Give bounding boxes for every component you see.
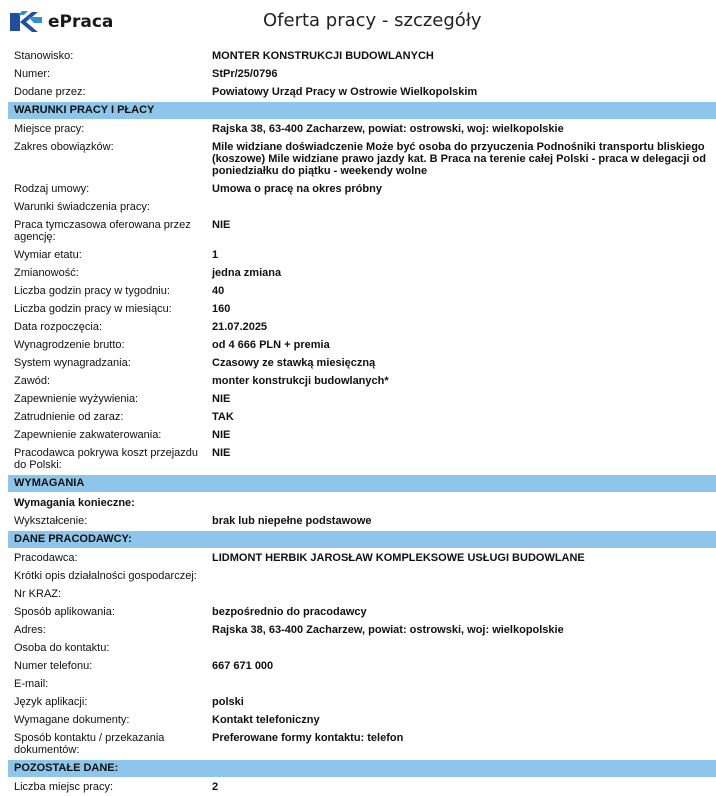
- field-label: Sposób aplikowania:: [14, 606, 115, 618]
- field-value: [212, 588, 712, 600]
- field-koszt-przejazdu: [8, 444, 716, 474]
- field-label: Rodzaj umowy:: [14, 183, 90, 195]
- field-label: Data rozpoczęcia:: [14, 321, 103, 333]
- logo-text: ePraca: [48, 12, 114, 32]
- field-label: Zakres obowiązków:: [14, 141, 114, 153]
- field-value: Kontakt telefoniczny: [212, 714, 320, 726]
- field-value: 667 671 000: [212, 660, 274, 672]
- field-value: Mile widziane doświadczenie Może być osoba do przyuczenia Podnośniki transportu bliskiego (koszowe) Mile widziane prawo jazdy kat. B Praca na terenie całej Polski - praca w delegacji od poniedziałku do piątku - weekendy wolne: [212, 141, 706, 177]
- field-label: Numer telefonu:: [14, 660, 93, 672]
- field-value: NIE: [212, 219, 231, 231]
- field-label: Stanowisko:: [14, 50, 74, 62]
- field-godziny-tydzien: [8, 282, 716, 300]
- field-value: od 4 666 PLN + premia: [212, 339, 330, 351]
- section-header-pozostale: POZOSTAŁE DANE:: [8, 760, 716, 777]
- field-wynagrodzenie: [8, 336, 716, 354]
- field-label: Adres:: [14, 624, 46, 636]
- section-header-pracodawca: DANE PRACODAWCY:: [8, 531, 716, 548]
- field-value: bezpośrednio do pracodawcy: [212, 606, 367, 618]
- page-header: [0, 0, 716, 44]
- field-warunki-swiadczenia: [8, 198, 716, 216]
- field-label: Sposób kontaktu / przekazania dokumentów:: [14, 732, 165, 756]
- field-value: NIE: [212, 447, 231, 459]
- field-label: Liczba miejsc pracy:: [14, 781, 114, 793]
- field-sposob-kontaktu: [8, 729, 716, 759]
- field-value: NIE: [212, 429, 231, 441]
- field-value: Preferowane formy kontaktu: telefon: [212, 732, 404, 744]
- field-value: 40: [212, 285, 225, 297]
- field-zakres-obowiazkow: [8, 138, 716, 180]
- top-info: [8, 47, 716, 101]
- field-value: Rajska 38, 63-400 Zacharzew, powiat: ostrowski, woj: wielkopolskie: [212, 123, 564, 135]
- field-label: Praca tymczasowa oferowana przez agencję:: [14, 219, 191, 243]
- field-label: Pracodawca pokrywa koszt przejazdu do Polski:: [14, 447, 199, 471]
- section-warunki: [8, 120, 716, 474]
- epraca-logo-icon: [8, 9, 46, 35]
- field-value: [212, 201, 712, 213]
- field-value: Rajska 38, 63-400 Zacharzew, powiat: ostrowski, woj: wielkopolskie: [212, 624, 564, 636]
- field-osoba-kontakt: [8, 639, 716, 657]
- field-label: Wynagrodzenie brutto:: [14, 339, 125, 351]
- field-label: Dodane przez:: [14, 86, 86, 98]
- field-system-wynagradzania: [8, 354, 716, 372]
- field-value: 160: [212, 303, 231, 315]
- section-header-warunki: WARUNKI PRACY I PŁACY: [8, 102, 716, 119]
- field-value: monter konstrukcji budowlanych*: [212, 375, 389, 387]
- field-label: Liczba godzin pracy w miesiącu:: [14, 303, 172, 315]
- section-pozostale: [8, 778, 716, 796]
- field-dodane-przez: [8, 83, 716, 101]
- field-label: Numer:: [14, 68, 51, 80]
- field-value: LIDMONT HERBIK JAROSŁAW KOMPLEKSOWE USŁUGI BUDOWLANE: [212, 552, 585, 564]
- field-adres: [8, 621, 716, 639]
- field-label: E-mail:: [14, 678, 49, 690]
- section-pracodawca: [8, 549, 716, 759]
- field-stanowisko: [8, 47, 716, 65]
- field-od-zaraz: [8, 408, 716, 426]
- field-jezyk-aplikacji: [8, 693, 716, 711]
- field-wymagane-dokumenty: [8, 711, 716, 729]
- subsection-title: Wymagania konieczne:: [14, 497, 135, 509]
- field-data-rozpoczecia: [8, 318, 716, 336]
- field-label: Nr KRAZ:: [14, 588, 62, 600]
- field-label: Wymiar etatu:: [14, 249, 82, 261]
- field-label: Osoba do kontaktu:: [14, 642, 110, 654]
- field-zawod: [8, 372, 716, 390]
- field-wyzywienie: [8, 390, 716, 408]
- field-label: Zapewnienie zakwaterowania:: [14, 429, 162, 441]
- field-sposob-aplikowania: [8, 603, 716, 621]
- section-header-wymagania: WYMAGANIA: [8, 475, 716, 492]
- field-value: brak lub niepełne podstawowe: [212, 515, 372, 527]
- field-value: TAK: [212, 411, 234, 423]
- field-email: [8, 675, 716, 693]
- field-value: Czasowy ze stawką miesięczną: [212, 357, 376, 369]
- field-pracodawca: [8, 549, 716, 567]
- field-label: Warunki świadczenia pracy:: [14, 201, 150, 213]
- field-label: System wynagradzania:: [14, 357, 131, 369]
- field-zmianowosc: [8, 264, 716, 282]
- field-opis-dzialalnosci: [8, 567, 716, 585]
- field-value: [212, 570, 712, 582]
- field-label: Wymagane dokumenty:: [14, 714, 130, 726]
- field-wymiar-etatu: [8, 246, 716, 264]
- section-wymagania: [8, 493, 716, 530]
- field-label: Zawód:: [14, 375, 51, 387]
- field-label: Krótki opis działalności gospodarczej:: [14, 570, 197, 582]
- field-zakwaterowanie: [8, 426, 716, 444]
- field-praca-tymczasowa: [8, 216, 716, 246]
- field-label: Miejsce pracy:: [14, 123, 85, 135]
- field-label: Zapewnienie wyżywienia:: [14, 393, 139, 405]
- field-miejsce-pracy: [8, 120, 716, 138]
- field-telefon: [8, 657, 716, 675]
- field-godziny-miesiac: [8, 300, 716, 318]
- field-value: 2: [212, 781, 219, 793]
- field-label: Liczba godzin pracy w tygodniu:: [14, 285, 170, 297]
- field-rodzaj-umowy: [8, 180, 716, 198]
- field-value: [212, 642, 712, 654]
- field-value: NIE: [212, 393, 231, 405]
- field-value: 1: [212, 249, 219, 261]
- field-label: Zatrudnienie od zaraz:: [14, 411, 124, 423]
- field-value: MONTER KONSTRUKCJI BUDOWLANYCH: [212, 50, 434, 62]
- epraca-logo[interactable]: [8, 8, 118, 36]
- field-label: Zmianowość:: [14, 267, 79, 279]
- field-wyksztalcenie: [8, 512, 716, 530]
- field-nr-kraz: [8, 585, 716, 603]
- field-numer: [8, 65, 716, 83]
- field-label: Wykształcenie:: [14, 515, 88, 527]
- field-value: Powiatowy Urząd Pracy w Ostrowie Wielkopolskim: [212, 86, 478, 98]
- field-value: Umowa o pracę na okres próbny: [212, 183, 382, 195]
- offer-details: [8, 47, 716, 796]
- field-value: [212, 678, 712, 690]
- field-value: jedna zmiana: [212, 267, 282, 279]
- field-liczba-miejsc: [8, 778, 716, 796]
- field-label: Pracodawca:: [14, 552, 78, 564]
- page-title: Oferta pracy - szczegóły: [263, 10, 482, 31]
- field-value: 21.07.2025: [212, 321, 268, 333]
- field-label: Język aplikacji:: [14, 696, 88, 708]
- field-value: StPr/25/0796: [212, 68, 278, 80]
- field-value: polski: [212, 696, 244, 708]
